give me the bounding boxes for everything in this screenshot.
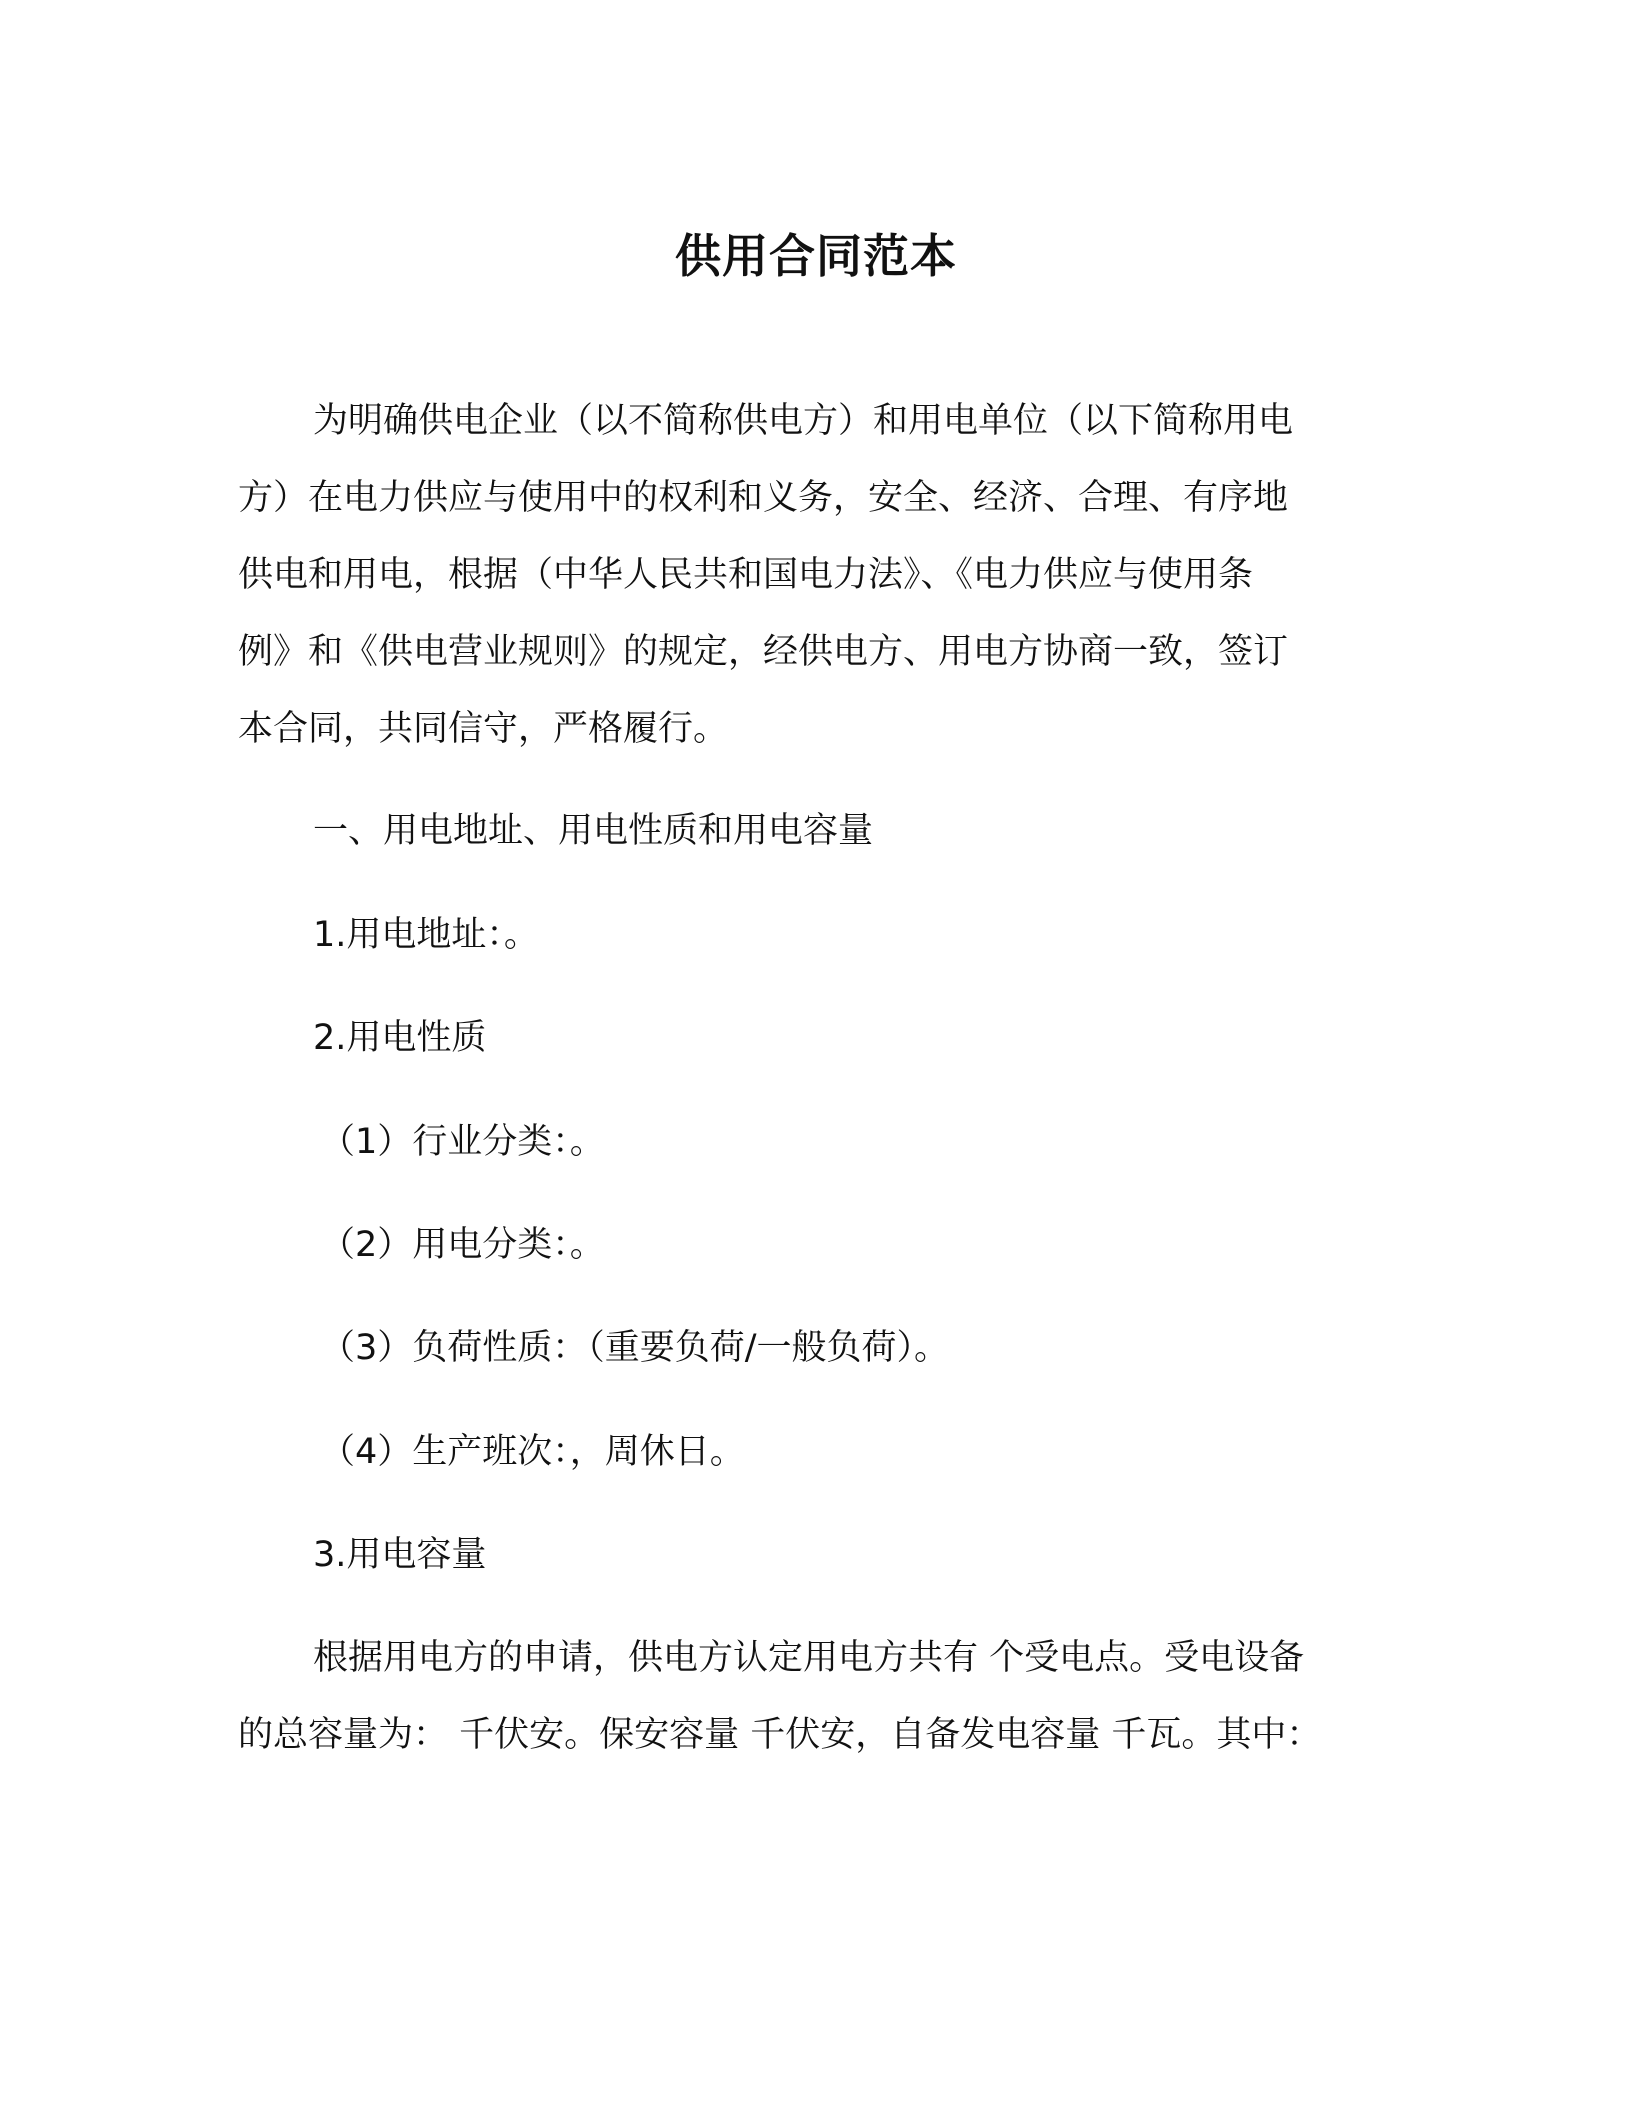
- intro-line: 例》和《供电营业规则》的规定，经供电方、用电方协商一致，签订: [238, 632, 1289, 672]
- sub-item-load: （3）负荷性质：（重要负荷/一般负荷）。: [320, 1328, 950, 1368]
- sub-item-industry: （1）行业分类：。: [320, 1122, 605, 1162]
- intro-line: 供电和用电，根据（中华人民共和国电力法》、《电力供应与使用条: [238, 555, 1254, 595]
- sub-item-shift: （4）生产班次：，周休日。: [320, 1432, 745, 1472]
- intro-line: 方）在电力供应与使用中的权利和义务，安全、经济、合理、有序地: [238, 478, 1289, 518]
- capacity-line: 的总容量为： 千伏安。保安容量 千伏安，自备发电容量 千瓦。其中：: [238, 1715, 1322, 1755]
- capacity-line: 根据用电方的申请，供电方认定用电方共有 个受电点。受电设备: [313, 1638, 1305, 1678]
- section-heading: 一、用电地址、用电性质和用电容量: [313, 811, 874, 851]
- intro-line: 为明确供电企业（以不简称供电方）和用电单位（以下简称用电: [313, 401, 1294, 441]
- document-title: 供用合同范本: [675, 229, 957, 283]
- item-capacity: 3.用电容量: [313, 1535, 487, 1575]
- item-nature: 2.用电性质: [313, 1018, 487, 1058]
- item-address: 1.用电地址：。: [313, 915, 539, 955]
- intro-line: 本合同，共同信守，严格履行。: [238, 709, 729, 749]
- sub-item-category: （2）用电分类：。: [320, 1225, 605, 1265]
